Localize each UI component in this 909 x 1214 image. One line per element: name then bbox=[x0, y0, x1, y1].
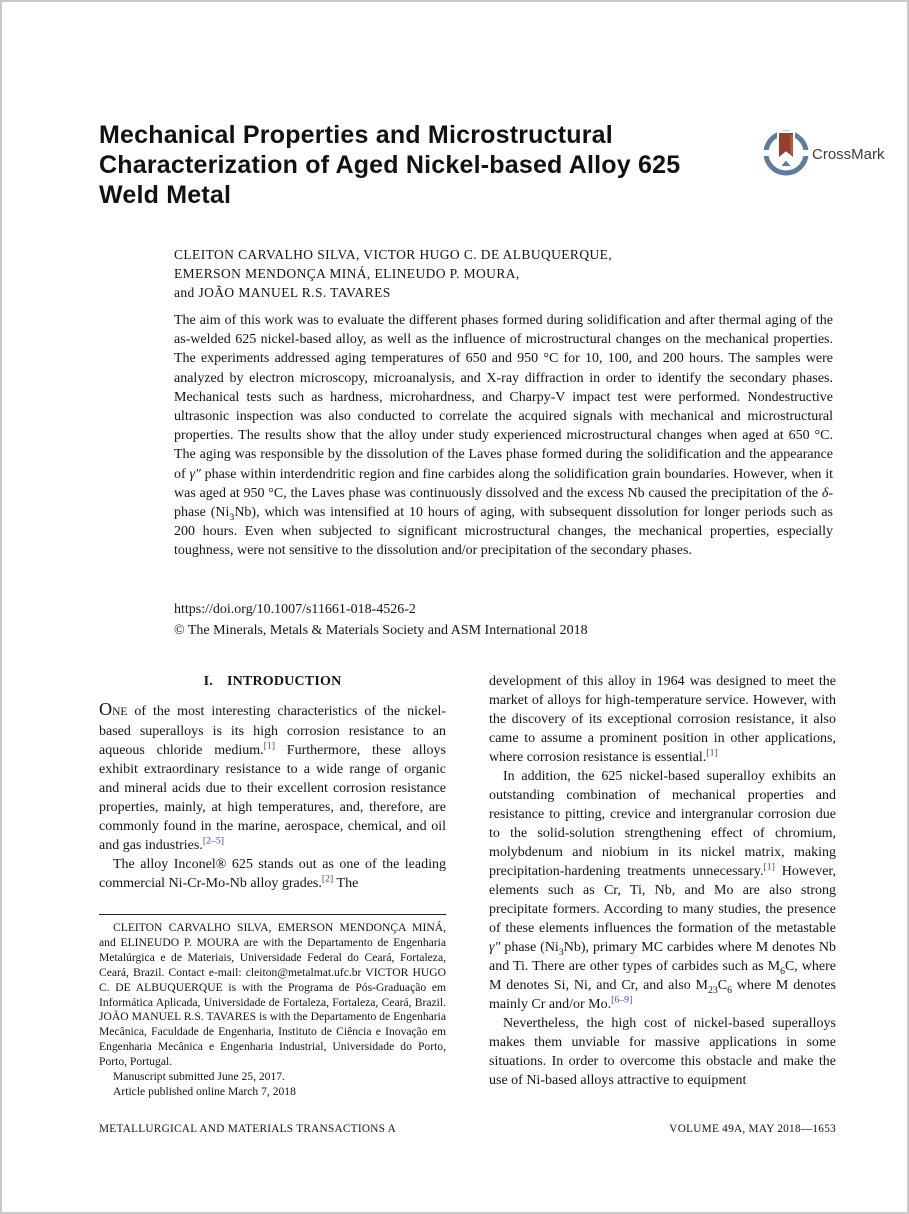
footer-journal-name: METALLURGICAL AND MATERIALS TRANSACTIONS A bbox=[99, 1123, 397, 1135]
author-line-1: CLEITON CARVALHO SILVA, VICTOR HUGO C. DE ALBUQUERQUE, bbox=[174, 247, 613, 262]
copyright-line: © The Minerals, Metals & Materials Society and ASM International 2018 bbox=[174, 622, 588, 638]
article-published-line: Article published online March 7, 2018 bbox=[113, 1084, 296, 1098]
doi-link[interactable]: https://doi.org/10.1007/s11661-018-4526-2 bbox=[174, 602, 416, 617]
author-affiliations-footnote bbox=[99, 914, 446, 1100]
crossmark-label-svg: CrossMark bbox=[812, 146, 885, 163]
section-number: I. bbox=[203, 674, 213, 689]
intro-paragraph-1: ONE of the most interesting characteristics of the nickel-based superalloys is its high corrosion resistance to an aqueous chloride medium.[1] Furthermore, these alloys exhibit extraordinary resistance to a wide range of organic and mineral acids due to their excellent corrosion resistance properties, mainly, at high temperatures, and, therefore, are commonly found in the marine, aerospace, chemical, and oil and gas industries.[2–5] bbox=[99, 699, 446, 853]
intro-paragraph-3: development of this alloy in 1964 was designed to meet the market of alloys for high-temperature service. However, with the discovery of its exceptional corrosion resistance, it also came to assume a prominent position in other applications, where corrosion resistance is essential.[1] bbox=[489, 674, 836, 765]
right-column bbox=[489, 672, 836, 1090]
section-title: INTRODUCTION bbox=[226, 674, 342, 689]
doi-block bbox=[174, 600, 833, 641]
abstract-paragraph: The aim of this work was to evaluate the different phases formed during solidification and after thermal aging of the as-welded 625 nickel-based alloy, as well as the influence of microstructural changes on the mechanical properties. The experiments addressed aging temperatures of 650 and 950 °C for 10, 100, and 200 hours. The samples were analyzed by electron microscopy, microanalysis, and X-ray diffraction in order to identify the secondary phases. Mechanical tests such as hardness, microhardness, and Charpy-V impact test were performed. Nondestructive ultrasonic inspection was also conducted to correlate the acquired signals with mechanical and microstructural properties. The results show that the alloy under study experienced microstructural changes when aged at 650 °C. The aging was responsible by the dissolution of the Laves phase formed during the solidification and the appearance of γ″ phase within interdendritic region and fine carbides along the solidification grain boundaries. However, when it was aged at 950 °C, the Laves phase was continuously dissolved and the excess Nb caused the precipitation of the δ-phase $(Ni_3Nb)$, which was intensified at 10 hours of aging, with subsequent dissolution for longer periods such as 200 hours. Even when subjected to significant microstructural changes, the mechanical properties, especially toughness, were not sensitive to the dissolution and/or precipitation of the secondary phases. bbox=[174, 313, 833, 559]
page-footer bbox=[99, 1123, 836, 1135]
crossmark-icon bbox=[760, 126, 888, 178]
intro-paragraph-4: In addition, the 625 nickel-based superalloy exhibits an outstanding combination of mechanical properties and resistance to pitting, crevice and intergranular corrosion due to the solid-solution strengthening effect of chromium, molybdenum and niobium in its nickel matrix, making precipitation-hardening treatments unnecessary.[1] However, elements such as Cr, Ti, Nb, and Mo are also strong precipitate formers. According to many studies, the presence of these elements influences the formation of the metastable γ″ phase $(Ni_3Nb)$, primary MC carbides where M denotes Nb and Ti. There are other types of carbides such as $M_6C$, where M denotes Si, Ni, and Cr, and also $M_{23}C_6$ where M denotes mainly Cr and/or Mo.[6–9] bbox=[489, 769, 837, 1012]
page-title bbox=[99, 120, 749, 210]
author-line-3: and JOÃO MANUEL R.S. TAVARES bbox=[174, 285, 391, 300]
author-list bbox=[174, 245, 834, 302]
title-line-3: Weld Metal bbox=[99, 181, 232, 209]
footer-volume-page: VOLUME 49A, MAY 2018—1653 bbox=[669, 1123, 836, 1135]
affiliations-text: CLEITON CARVALHO SILVA, EMERSON MENDONÇA MINÁ, and ELINEUDO P. MOURA are with the Departamento de Engenharia Metalúrgica e de Materiais, Universidade Federal do Ceará, Fortaleza, Ceará, Brazil. Contact e-mail: cleiton@metalmat.ufc.br VICTOR HUGO C. DE ALBUQUERQUE is with the Programa de Pós-Graduação em Informática Aplicada, Universidade de Fortaleza, Fortaleza, Ceará, Brazil. JOÃO MANUEL R.S. TAVARES is with the Departamento de Engenharia Mecânica, Faculdade de Engenharia, Instituto de Ciência e Inovação em Engenharia Mecânica e Engenharia Industrial, Universidade do Porto, Porto, Portugal. bbox=[99, 921, 446, 1069]
author-line-2: EMERSON MENDONÇA MINÁ, ELINEUDO P. MOURA, bbox=[174, 266, 520, 281]
title-line-1: Mechanical Properties and Microstructural bbox=[99, 121, 613, 149]
left-column bbox=[99, 672, 446, 893]
intro-paragraph-2: The alloy Inconel® 625 stands out as one of the leading commercial Ni-Cr-Mo-Nb alloy grades.[2] The bbox=[99, 857, 446, 891]
manuscript-submitted-line: Manuscript submitted June 25, 2017. bbox=[113, 1070, 285, 1084]
crossmark-badge[interactable] bbox=[760, 126, 888, 178]
title-line-2: Characterization of Aged Nickel-based Alloy 625 bbox=[99, 151, 681, 179]
footnote-divider bbox=[99, 914, 446, 915]
section-heading-introduction bbox=[99, 672, 446, 691]
intro-paragraph-5: Nevertheless, the high cost of nickel-based superalloys makes them unviable for massive applications in some situations. In order to overcome this obstacle and make the use of Ni-based alloys attractive to equipment bbox=[489, 1016, 836, 1088]
